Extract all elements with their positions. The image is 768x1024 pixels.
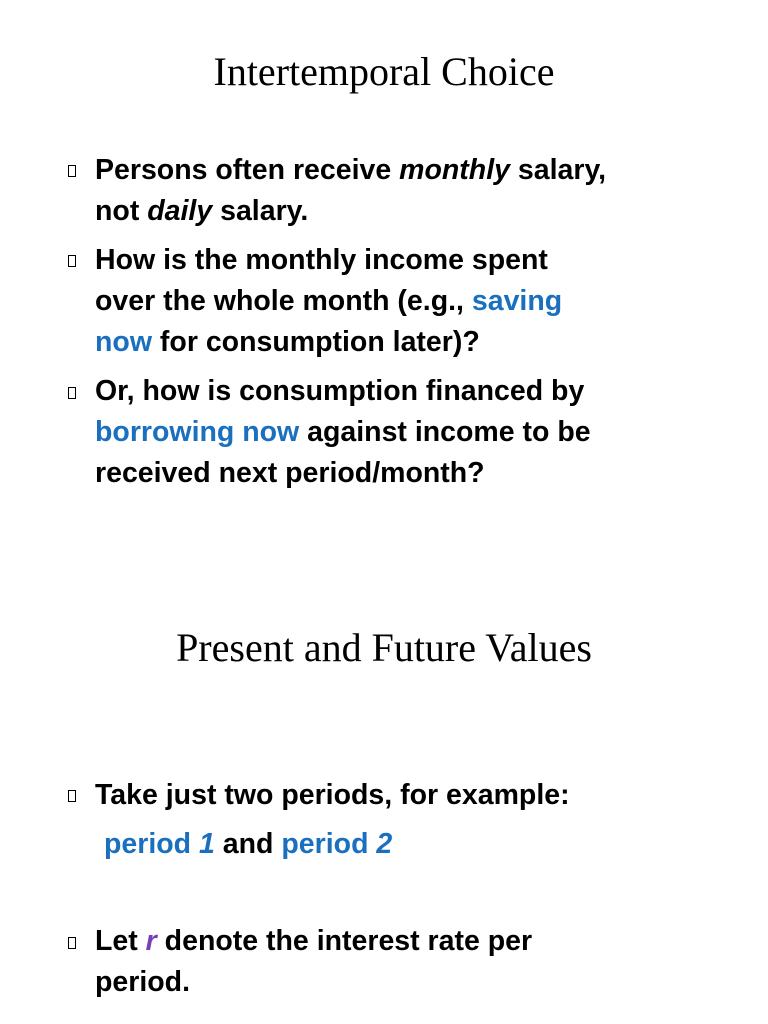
bullet-line — [95, 281, 562, 322]
text-span: for consumption later)? — [152, 326, 480, 358]
text-span: salary. — [212, 195, 309, 227]
bullet-line: period. — [95, 966, 191, 998]
highlight-saving: saving — [471, 285, 563, 317]
text-span: Persons often receive — [95, 154, 400, 186]
text-span: salary, — [509, 154, 607, 186]
bullet-line: received next period/month? — [95, 457, 485, 489]
text-span: denote the interest rate per — [156, 925, 533, 957]
bullet-line — [95, 191, 606, 232]
highlight-period-number-2: 2 — [376, 828, 393, 860]
bullet-box-icon — [68, 790, 76, 802]
bullet-line: Take just two periods, for example: — [95, 779, 570, 811]
bullet-salary — [95, 150, 606, 232]
text-span: over the whole month (e.g., — [95, 285, 472, 317]
bullet-monthly-income — [95, 240, 562, 363]
highlight-period-number-1: 1 — [199, 828, 215, 860]
periods-example-line — [104, 824, 392, 865]
bullet-line — [95, 150, 606, 191]
bullet-line — [95, 921, 532, 962]
bullet-line: Or, how is consumption financed by — [95, 375, 585, 407]
bullet-line — [104, 824, 392, 865]
text-span: against income to be — [299, 416, 591, 448]
slide-title-intertemporal-choice: Intertemporal Choice — [213, 49, 555, 94]
bullet-line — [95, 412, 591, 453]
bullet-interest-rate — [95, 921, 532, 1003]
bullet-two-periods — [95, 775, 570, 816]
bullet-borrowing — [95, 371, 591, 494]
slide-title-present-future-values: Present and Future Values — [176, 625, 592, 670]
bullet-line — [95, 322, 562, 363]
bullet-box-icon — [68, 255, 76, 267]
bullet-box-icon — [68, 165, 76, 177]
highlight-now: now — [95, 326, 152, 358]
emphasis-monthly: monthly — [399, 154, 510, 186]
text-span: and — [214, 828, 282, 860]
bullet-line: How is the monthly income spent — [95, 244, 548, 276]
text-span: not — [95, 195, 148, 227]
bullet-box-icon — [68, 387, 76, 399]
highlight-period: period — [281, 828, 377, 860]
highlight-borrowing-now: borrowing now — [95, 416, 300, 448]
emphasis-daily: daily — [147, 195, 213, 227]
text-span: Let — [95, 925, 146, 957]
bullet-box-icon — [68, 937, 76, 949]
highlight-period: period — [104, 828, 200, 860]
variable-r: r — [145, 925, 157, 957]
